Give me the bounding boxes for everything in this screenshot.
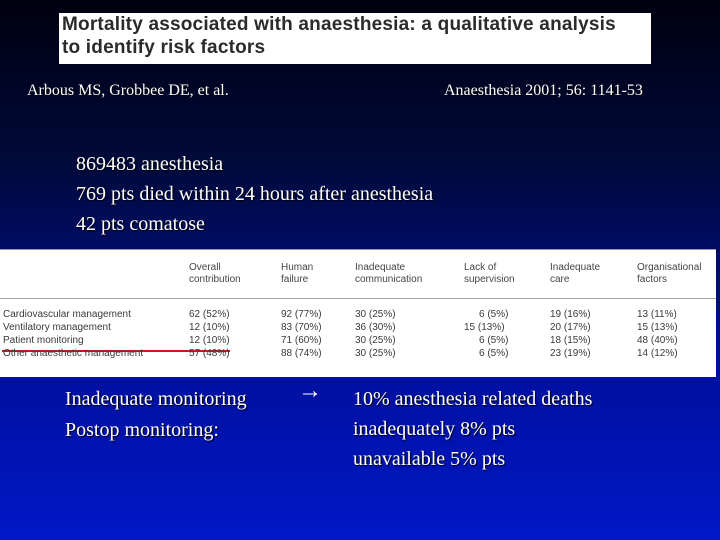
table-cell: 30 (25%) <box>355 309 396 320</box>
right-arrow-icon: → <box>298 378 322 404</box>
row-label-patient-monitoring: Patient monitoring <box>3 335 84 346</box>
row-label-cardiovascular: Cardiovascular management <box>3 309 131 320</box>
table-cell: 48 (40%) <box>637 335 678 346</box>
table-cell: 15 (13%) <box>464 322 505 333</box>
study-stats <box>76 149 433 239</box>
authors: Arbous MS, Grobbee DE, et al. <box>27 82 229 99</box>
table-cell: 19 (16%) <box>550 309 591 320</box>
header-overall: Overall contribution <box>189 262 241 285</box>
header-communication: Inadequate communication <box>355 262 423 285</box>
result-unavailable: unavailable 5% pts <box>353 448 506 470</box>
table-cell: 83 (70%) <box>281 322 322 333</box>
table-cell: 23 (19%) <box>550 348 591 359</box>
stat-anesthesia-count: 869483 anesthesia <box>76 153 224 175</box>
table-cell: 88 (74%) <box>281 348 322 359</box>
stat-comatose: 42 pts comatose <box>76 213 205 235</box>
table-cell: 14 (12%) <box>637 348 678 359</box>
journal-citation: Anaesthesia 2001; 56: 1141-53 <box>444 82 643 99</box>
result-inadequately: inadequately 8% pts <box>353 418 516 440</box>
table-cell: 57 (48%) <box>189 348 230 359</box>
table-cell: 30 (25%) <box>355 335 396 346</box>
row-label-other-anaesthetic: Other anaesthetic management <box>3 348 144 359</box>
table-cell: 30 (25%) <box>355 348 396 359</box>
table-cell: 71 (60%) <box>281 335 322 346</box>
table-header-divider <box>0 298 716 299</box>
header-organisational: Organisational factors <box>637 262 702 285</box>
header-supervision: Lack of supervision <box>464 262 515 285</box>
note-inadequate-monitoring: Inadequate monitoring <box>65 388 247 410</box>
table-cell: 36 (30%) <box>355 322 396 333</box>
risk-factor-table <box>0 249 716 377</box>
table-cell: 18 (15%) <box>550 335 591 346</box>
stat-deaths: 769 pts died within 24 hours after anesthesia <box>76 183 434 205</box>
table-cell: 6 (5%) <box>479 348 509 359</box>
table-cell: 6 (5%) <box>479 335 509 346</box>
table-cell: 6 (5%) <box>479 309 509 320</box>
table-cell: 15 (13%) <box>637 322 678 333</box>
table-cell: 62 (52%) <box>189 309 230 320</box>
monitoring-notes <box>65 384 247 446</box>
table-cell: 92 (77%) <box>281 309 322 320</box>
table-cell: 13 (11%) <box>637 309 677 320</box>
monitoring-results <box>353 384 592 474</box>
header-human: Human failure <box>281 262 314 285</box>
row-label-ventilatory: Ventilatory management <box>3 322 111 333</box>
table-cell: 20 (17%) <box>550 322 591 333</box>
paper-title-line-2: to identify risk factors <box>62 37 266 58</box>
table-cell: 12 (10%) <box>189 335 230 346</box>
note-postop-monitoring: Postop monitoring: <box>65 419 219 441</box>
header-care: Inadequate care <box>550 262 601 285</box>
paper-title-box <box>59 13 651 64</box>
table-cell: 12 (10%) <box>189 322 230 333</box>
result-related-deaths: 10% anesthesia related deaths <box>353 388 593 410</box>
paper-title-line-1: Mortality associated with anaesthesia: a qualitative analysis <box>62 14 616 35</box>
